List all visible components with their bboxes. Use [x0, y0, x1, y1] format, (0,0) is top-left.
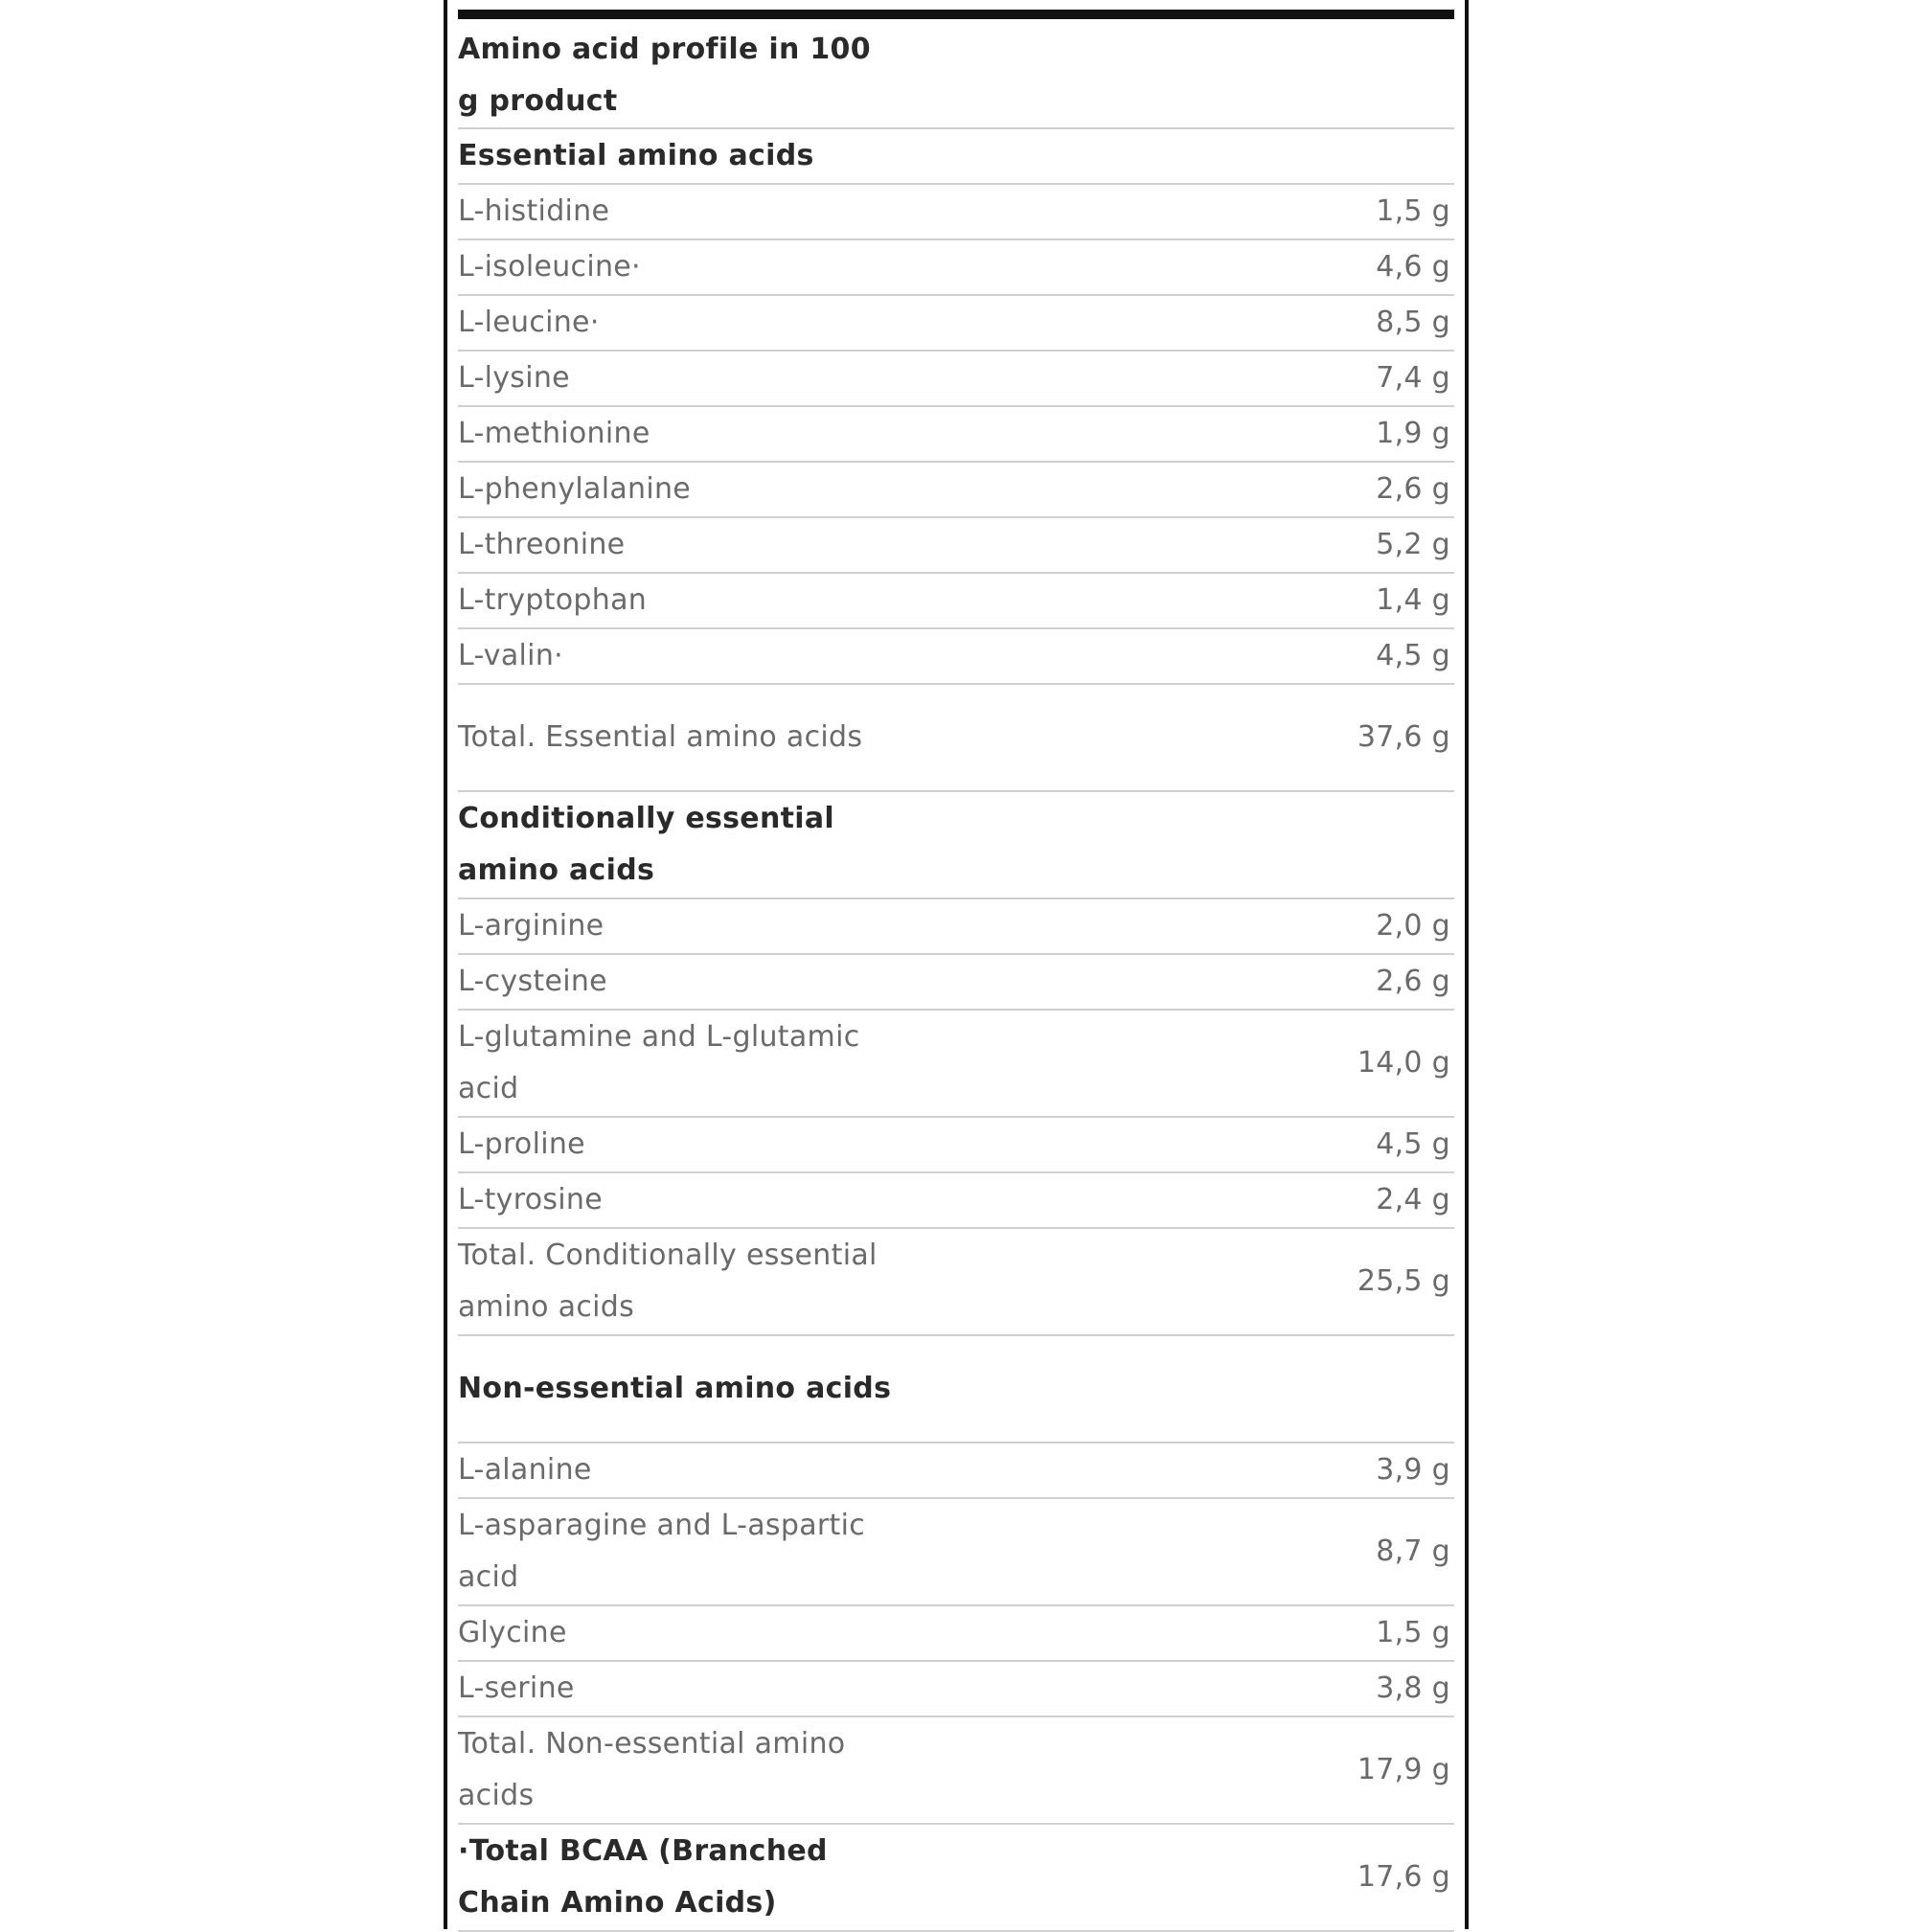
table-row	[458, 1118, 1454, 1173]
section-heading: Conditionally essential amino acids	[458, 802, 834, 887]
amino-acid-value: 8,7 g	[1376, 1534, 1450, 1568]
table-row	[458, 185, 1454, 240]
table-row	[458, 899, 1454, 955]
amino-acid-table	[458, 19, 1454, 1932]
amino-acid-value: 2,0 g	[1376, 909, 1450, 943]
bcaa-row	[458, 1825, 1454, 1932]
table-row	[458, 407, 1454, 463]
amino-acid-value: 2,6 g	[1376, 472, 1450, 506]
amino-acid-value: 14,0 g	[1357, 1046, 1450, 1080]
table-row	[458, 574, 1454, 629]
table-row	[458, 518, 1454, 574]
amino-acid-name: L-alanine	[458, 1453, 592, 1487]
table-row	[458, 352, 1454, 407]
amino-acid-value: 2,4 g	[1376, 1183, 1450, 1216]
amino-acid-name: L-serine	[458, 1671, 575, 1705]
amino-acid-name: L-isoleucine·	[458, 250, 641, 284]
amino-acid-value: 5,2 g	[1376, 528, 1450, 561]
amino-acid-name: L-cysteine	[458, 965, 607, 998]
table-row	[458, 463, 1454, 518]
total-row	[458, 1717, 1454, 1825]
section-heading: Essential amino acids	[458, 139, 814, 172]
table-row	[458, 296, 1454, 352]
total-label: Total. Essential amino acids	[458, 720, 863, 754]
section-heading-row	[458, 129, 1454, 185]
amino-acid-value: 8,5 g	[1376, 306, 1450, 339]
amino-acid-name: L-tyrosine	[458, 1183, 603, 1216]
amino-acid-name: L-phenylalanine	[458, 472, 692, 506]
total-label: Total. Non-essential amino acids	[458, 1727, 846, 1812]
amino-acid-value: 1,5 g	[1376, 194, 1450, 228]
table-row	[458, 1173, 1454, 1229]
amino-acid-value: 3,9 g	[1376, 1453, 1450, 1487]
section-heading-row	[458, 1336, 1454, 1443]
amino-acid-value: 4,5 g	[1376, 1127, 1450, 1161]
amino-acid-name: L-leucine·	[458, 306, 600, 339]
table-row	[458, 1011, 1454, 1118]
total-row	[458, 685, 1454, 792]
amino-acid-value: 4,5 g	[1376, 639, 1450, 672]
table-row	[458, 1662, 1454, 1717]
table-row	[458, 1443, 1454, 1499]
table-row	[458, 955, 1454, 1011]
bcaa-label: ·Total BCAA (Branched Chain Amino Acids)	[458, 1834, 828, 1920]
amino-acid-name: L-histidine	[458, 194, 610, 228]
bcaa-value: 17,6 g	[1357, 1860, 1450, 1894]
total-row	[458, 1229, 1454, 1336]
amino-acid-name: L-proline	[458, 1127, 585, 1161]
amino-acid-value: 1,4 g	[1376, 583, 1450, 617]
table-row	[458, 1606, 1454, 1662]
amino-acid-name: L-lysine	[458, 361, 570, 395]
amino-acid-name: L-asparagine and L-aspartic acid	[458, 1509, 866, 1594]
amino-acid-name: L-methionine	[458, 417, 650, 450]
section-heading: Non-essential amino acids	[458, 1372, 892, 1405]
table-title-row	[458, 19, 1454, 129]
amino-acid-value: 1,9 g	[1376, 417, 1450, 450]
amino-acid-value: 7,4 g	[1376, 361, 1450, 395]
top-divider	[458, 10, 1454, 19]
table-title: Amino acid profile in 100 g product	[458, 33, 871, 118]
amino-acid-value: 4,6 g	[1376, 250, 1450, 284]
table-row	[458, 1499, 1454, 1606]
section-heading-row	[458, 792, 1454, 899]
table-row	[458, 629, 1454, 685]
amino-acid-name: L-tryptophan	[458, 583, 648, 617]
total-value: 17,9 g	[1357, 1753, 1450, 1786]
amino-acid-name: L-valin·	[458, 639, 563, 672]
total-label: Total. Conditionally essential amino acids	[458, 1239, 878, 1324]
table-row	[458, 240, 1454, 296]
amino-acid-name: L-arginine	[458, 909, 604, 943]
amino-acid-name: Glycine	[458, 1616, 567, 1649]
amino-acid-value: 2,6 g	[1376, 965, 1450, 998]
amino-acid-name: L-threonine	[458, 528, 626, 561]
amino-acid-name: L-glutamine and L-glutamic acid	[458, 1020, 860, 1105]
amino-acid-value: 3,8 g	[1376, 1671, 1450, 1705]
amino-acid-value: 1,5 g	[1376, 1616, 1450, 1649]
total-value: 37,6 g	[1357, 720, 1450, 754]
total-value: 25,5 g	[1357, 1264, 1450, 1298]
